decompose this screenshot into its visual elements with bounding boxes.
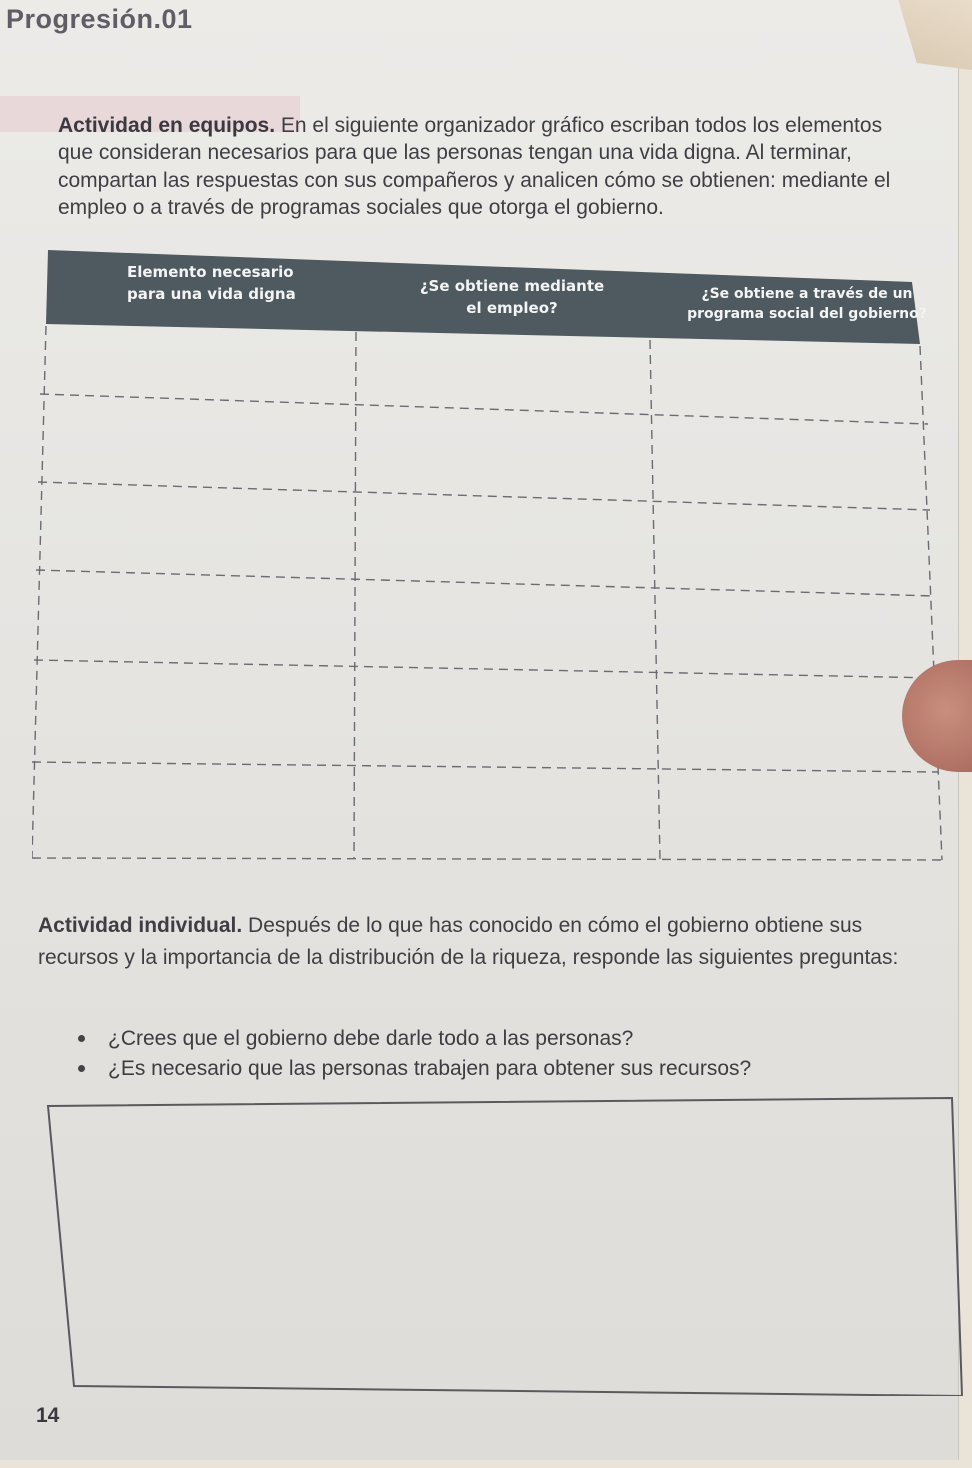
question-text: ¿Crees que el gobierno debe darle todo a las personas? xyxy=(108,1027,634,1050)
row-divider-6 xyxy=(32,858,942,860)
row-divider-3 xyxy=(36,570,934,596)
row-divider-5 xyxy=(32,762,938,772)
row-divider-4 xyxy=(34,660,936,678)
page-curl xyxy=(880,0,972,70)
header-necessary-element: Elemento necesario para una vida digna xyxy=(127,263,296,303)
team-activity-lead: Actividad en equipos. xyxy=(58,114,276,137)
team-activity-instructions xyxy=(58,112,918,221)
individual-activity-text: Después de lo que has conocido en cómo el gobierno obtiene sus recursos y la importancia de la distribución de la riqueza, responde las siguientes preguntas: xyxy=(38,914,899,969)
graphic-organizer-table xyxy=(32,246,944,862)
page-number: 14 xyxy=(36,1404,60,1427)
individual-activity-lead: Actividad individual. xyxy=(38,914,243,937)
header-by-social-program: ¿Se obtiene a través de un programa social del gobierno? xyxy=(687,286,927,323)
answer-box[interactable] xyxy=(44,1096,964,1396)
row-divider-1 xyxy=(40,394,928,424)
answer-box-frame xyxy=(44,1096,964,1396)
question-item xyxy=(78,1024,938,1054)
question-item xyxy=(78,1054,938,1084)
column-divider-2 xyxy=(650,340,660,860)
question-text: ¿Es necesario que las personas trabajen para obtener sus recursos? xyxy=(108,1057,752,1081)
answer-box-border xyxy=(48,1098,962,1396)
table-grid xyxy=(32,246,944,862)
column-divider-1 xyxy=(354,332,356,858)
bullet-icon xyxy=(78,1035,85,1042)
left-border xyxy=(32,326,46,858)
header-by-employment: ¿Se obtiene mediante el empleo? xyxy=(419,277,605,317)
bullet-icon xyxy=(78,1065,85,1072)
section-title: Progresión.01 xyxy=(6,4,193,34)
question-list xyxy=(78,1024,938,1085)
row-divider-2 xyxy=(38,482,930,510)
individual-activity-instructions xyxy=(38,910,948,973)
team-activity-text: En el siguiente organizador gráfico escriban todos los elementos que consideran necesarios para que las personas tengan una vida digna. Al terminar, compartan las respuestas con sus compañeros y analicen cómo se obtienen: mediante el empleo o a través de programas sociales que otorga el gobierno. xyxy=(58,114,891,219)
right-border xyxy=(920,346,942,860)
